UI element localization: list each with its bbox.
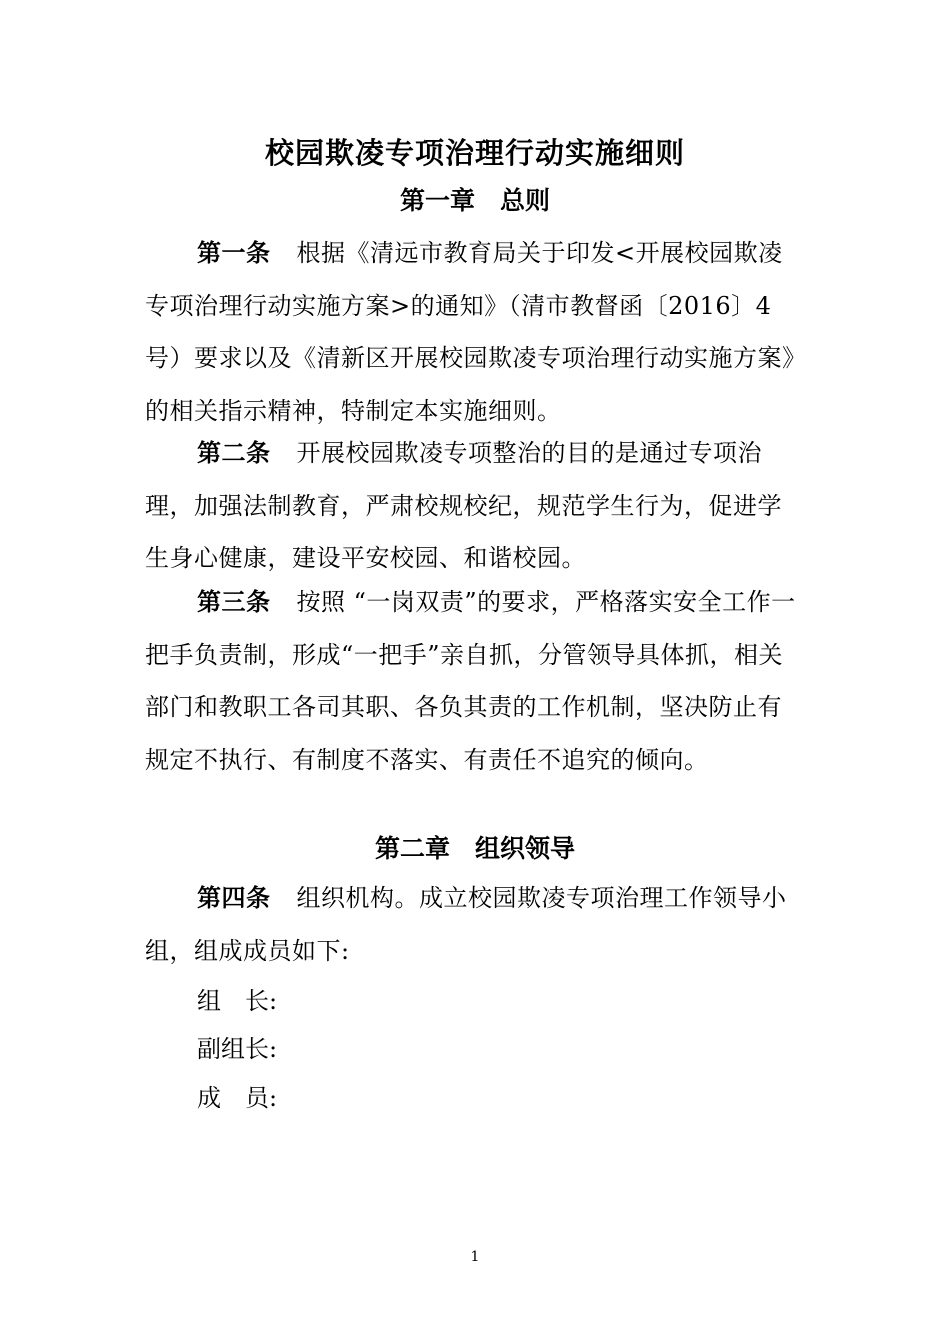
article-4 bbox=[145, 872, 805, 977]
article-1 bbox=[145, 227, 805, 437]
chapter-heading-1: 第一章 总则 bbox=[399, 186, 550, 215]
article-2-label: 第二条 bbox=[197, 439, 271, 467]
article-4-text: 组织机构。成立校园欺凌专项治理工作领导小组，组成成员如下: bbox=[145, 884, 787, 965]
article-3 bbox=[145, 576, 805, 786]
member-member-label: 成 员: bbox=[197, 1084, 278, 1112]
article-2-text: 开展校园欺凌专项整治的目的是通过专项治理，加强法制教育，严肃校规校纪，规范学生行为，促进学生身心健康，建设平安校园、和谐校园。 bbox=[145, 439, 782, 572]
member-leader-label: 组 长: bbox=[197, 987, 278, 1015]
article-1-label: 第一条 bbox=[197, 239, 271, 267]
page-number: 1 bbox=[470, 1249, 480, 1265]
article-4-label: 第四条 bbox=[197, 884, 271, 912]
document-title: 校园欺凌专项治理行动实施细则 bbox=[264, 136, 685, 170]
article-2 bbox=[145, 427, 805, 585]
article-3-label: 第三条 bbox=[197, 588, 271, 616]
chapter-heading-2: 第二章 组织领导 bbox=[374, 834, 575, 863]
article-1-text: 根据《清远市教育局关于印发<开展校园欺凌专项治理行动实施方案>的通知》（清市教督函〔2016〕4号）要求以及《清新区开展校园欺凌专项治理行动实施方案》的相关指示精神，特制定本实施细则。 bbox=[145, 239, 795, 425]
article-3-text: 按照 “一岗双责”的要求，严格落实安全工作一把手负责制，形成“一把手”亲自抓，分管领导具体抓，相关部门和教职工各司其职、各负其责的工作机制，坚决防止有规定不执行、有制度不落实、有责任不追究的倾向。 bbox=[145, 588, 796, 774]
member-deputy-label: 副组长: bbox=[197, 1035, 278, 1063]
